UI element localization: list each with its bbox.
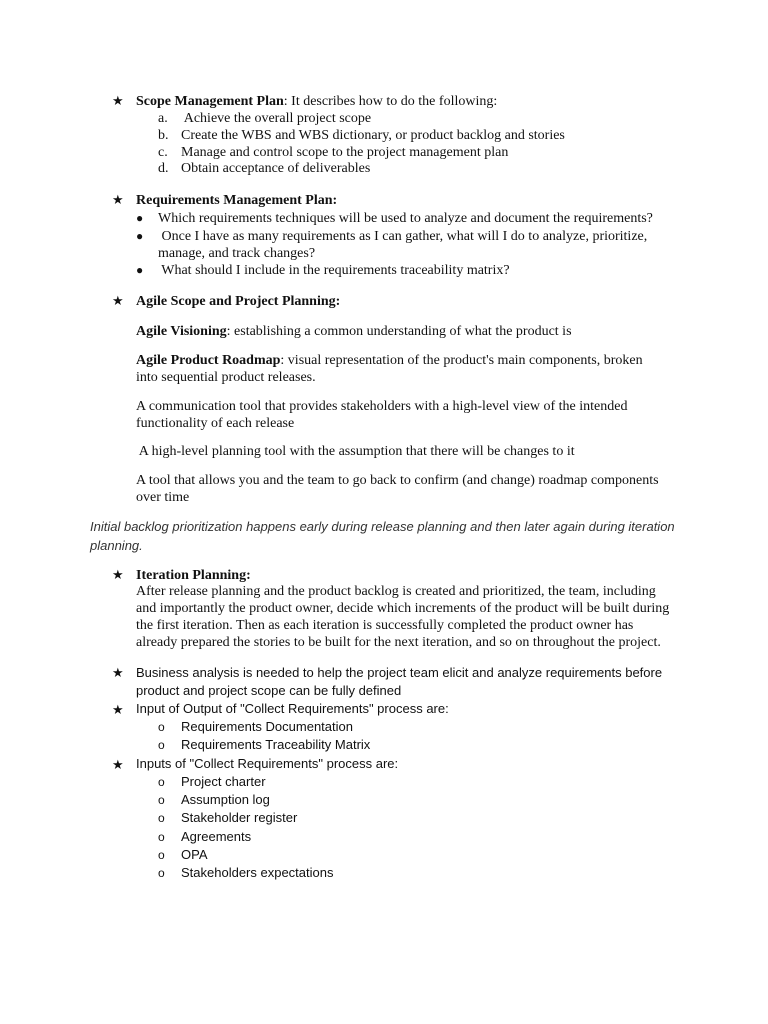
circle-bullet-icon: o (158, 848, 165, 862)
scope-plan-intro: : It describes how to do the following: (283, 94, 498, 109)
scope-plan-title: Scope Management Plan (136, 94, 284, 109)
agile-visioning (136, 323, 676, 340)
list-marker: d. (158, 161, 169, 176)
circle-bullet-icon: o (158, 793, 165, 807)
circle-bullet-icon: o (158, 830, 165, 844)
list-item: Project charter (181, 774, 266, 789)
requirements-plan-title: Requirements Management Plan: (136, 193, 338, 208)
list-item: Create the WBS and WBS dictionary, or product backlog and stories (181, 128, 565, 143)
business-text: Business analysis is needed to help the project team elicit and analyze requirements before product and project scope can be fully defined (136, 665, 663, 698)
agile-visioning-label: Agile Visioning (136, 324, 227, 339)
list-item: Manage and control scope to the project management plan (181, 145, 509, 160)
bullet-icon: ● (136, 263, 144, 277)
bullet-icon: ● (136, 229, 144, 243)
list-item: Requirements Traceability Matrix (181, 737, 371, 752)
list-item: Which requirements techniques will be used to analyze and document the requirements? (158, 211, 653, 226)
star-bullet-icon: ★ (112, 94, 124, 109)
star-bullet-icon: ★ (112, 703, 124, 718)
list-item: Obtain acceptance of deliverables (181, 161, 371, 176)
list-item: What should I include in the requirements traceability matrix? (158, 263, 510, 278)
bullet-icon: ● (136, 211, 144, 225)
inputs-title: Inputs of "Collect Requirements" process are: (136, 756, 399, 771)
iteration-text: After release planning and the product backlog is created and prioritized, the team, including and importantly the product owner, decide which increments of the product will be built during the first iteration. Then as each iteration is successfully completed the product owner has already prepared the stories to be built for the next iteration, and so on throughout the project. (136, 584, 670, 650)
list-item: Once I have as many requirements as I can gather, what will I do to analyze, prioritize, manage, and track changes? (158, 229, 651, 261)
list-item: Assumption log (181, 792, 270, 807)
list-item: Stakeholder register (181, 810, 298, 825)
circle-bullet-icon: o (158, 775, 165, 789)
circle-bullet-icon: o (158, 866, 165, 880)
star-bullet-icon: ★ (112, 568, 124, 583)
agile-paragraph: A tool that allows you and the team to go back to confirm (and change) roadmap components over time (136, 473, 659, 505)
agile-roadmap (136, 352, 666, 386)
agile-roadmap-label: Agile Product Roadmap (136, 353, 281, 368)
star-bullet-icon: ★ (112, 193, 124, 208)
agile-visioning-text: : establishing a common understanding of what the product is (226, 324, 572, 339)
agile-roadmap-text: : visual representation of the product's main components, broken into sequential product releases. (136, 353, 643, 385)
list-item: Agreements (181, 829, 252, 844)
star-bullet-icon: ★ (112, 294, 124, 309)
outputs-title: Input of Output of "Collect Requirements" process are: (136, 701, 449, 716)
backlog-note: Initial backlog prioritization happens early during release planning and then later again during iteration planning. (90, 519, 675, 553)
star-bullet-icon: ★ (112, 666, 124, 681)
circle-bullet-icon: o (158, 738, 165, 752)
list-item: OPA (181, 847, 208, 862)
list-item: Requirements Documentation (181, 719, 353, 734)
star-bullet-icon: ★ (112, 758, 124, 773)
list-marker: a. (158, 111, 168, 126)
scope-plan-heading (136, 93, 676, 110)
iteration-title: Iteration Planning: (136, 568, 251, 583)
list-item: Stakeholders expectations (181, 865, 334, 880)
list-item: Achieve the overall project scope (181, 111, 372, 126)
circle-bullet-icon: o (158, 811, 165, 825)
list-marker: b. (158, 128, 169, 143)
agile-paragraph: A high-level planning tool with the assumption that there will be changes to it (136, 444, 575, 459)
circle-bullet-icon: o (158, 720, 165, 734)
list-marker: c. (158, 145, 168, 160)
agile-paragraph: A communication tool that provides stakeholders with a high-level view of the intended functionality of each release (136, 399, 628, 431)
agile-title: Agile Scope and Project Planning: (136, 294, 341, 309)
